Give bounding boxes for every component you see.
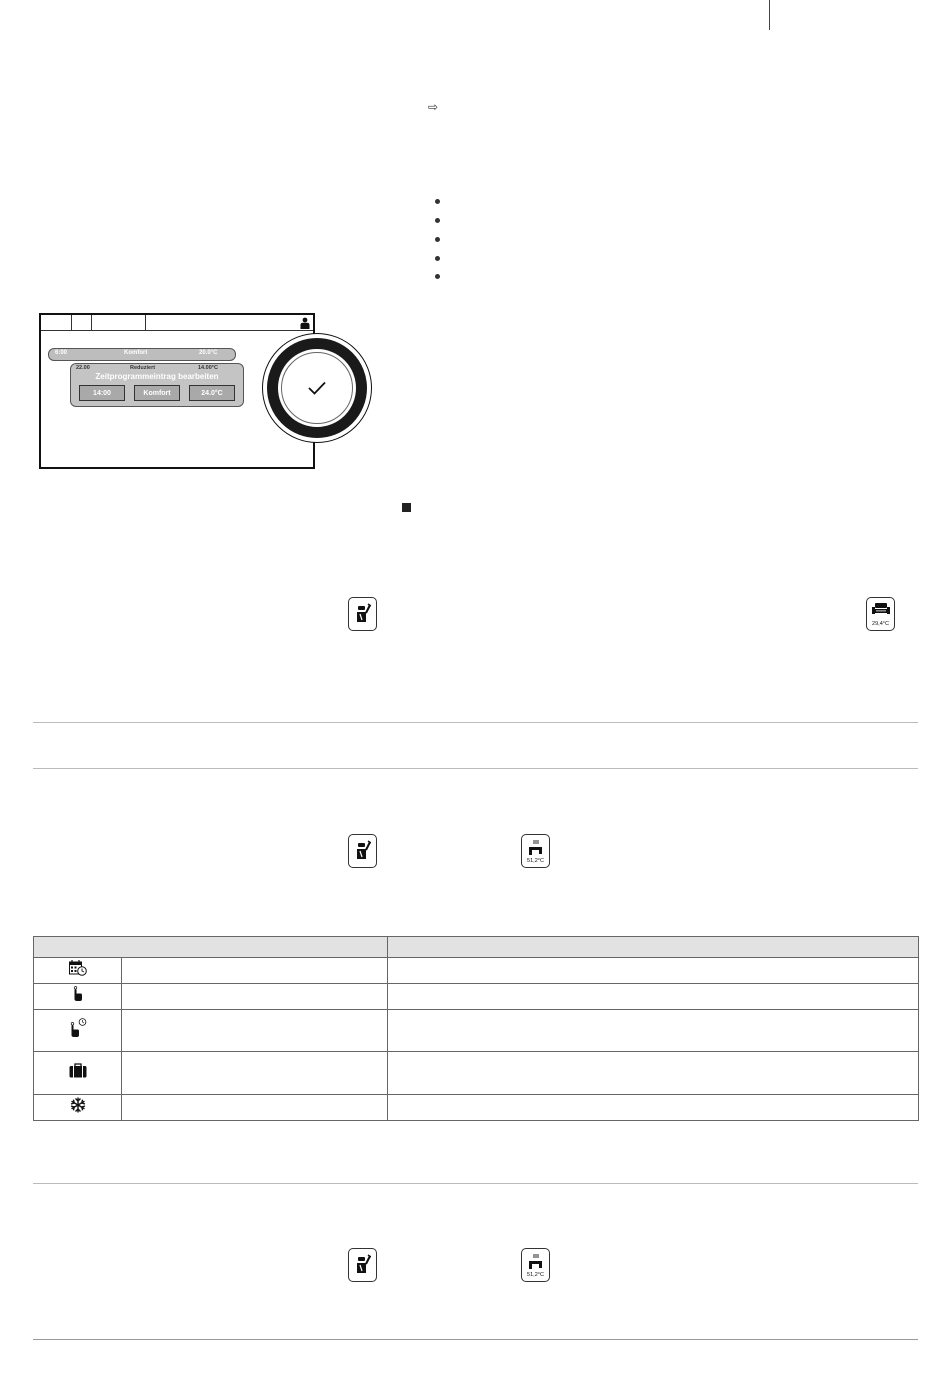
result-arrow-icon: ⇨	[428, 100, 439, 114]
operating-mode-table	[33, 936, 919, 1121]
room-temperature-button[interactable]	[866, 597, 895, 631]
table-cell-icon	[34, 1052, 122, 1095]
room-temperature-value: 29,4°C	[872, 621, 889, 627]
table-row	[34, 1010, 919, 1052]
tap-water-icon	[528, 840, 544, 856]
table-cell-icon	[34, 1010, 122, 1052]
hot-water-temperature-value: 51,2°C	[527, 858, 544, 864]
table-cell-icon	[34, 1095, 122, 1121]
table-cell-icon	[34, 984, 122, 1010]
table-header-row	[34, 937, 919, 958]
table-cell	[122, 958, 388, 984]
divider	[33, 1183, 918, 1184]
edit-schedule-dialog	[70, 363, 244, 407]
table-cell	[122, 984, 388, 1010]
table-cell	[122, 1095, 388, 1121]
check-icon	[307, 380, 327, 396]
list-item	[435, 274, 440, 279]
table-header-description	[388, 937, 919, 958]
schedule-entry-temperature: 20.0°C	[199, 350, 218, 356]
table-row	[34, 1052, 919, 1095]
hand-clock-icon	[69, 1018, 87, 1038]
list-item	[435, 218, 440, 223]
sofa-icon	[872, 603, 890, 615]
installer-service-icon	[355, 603, 371, 623]
calendar-clock-icon	[69, 960, 87, 976]
table-cell	[388, 958, 919, 984]
status-bar-divider	[91, 315, 92, 331]
installer-button[interactable]	[348, 1248, 377, 1282]
table-row	[34, 958, 919, 984]
schedule-entry-row[interactable]	[48, 348, 236, 361]
table-cell	[388, 1052, 919, 1095]
table-cell-icon	[34, 958, 122, 984]
schedule-entry-mode: Komfort	[124, 350, 148, 356]
snowflake-icon	[70, 1097, 86, 1113]
previous-entry-time: 22.00	[76, 365, 90, 371]
installer-button[interactable]	[348, 834, 377, 868]
table-row	[34, 1095, 919, 1121]
installer-service-icon	[355, 1254, 371, 1274]
list-item	[435, 256, 440, 261]
table-cell	[122, 1010, 388, 1052]
installer-service-icon	[355, 840, 371, 860]
dialog-title: Zeitprogrammeintrag bearbeiten	[95, 372, 219, 381]
rotary-knob[interactable]	[262, 333, 372, 443]
divider	[33, 722, 918, 723]
tap-water-icon	[528, 1254, 544, 1270]
table-header-mode	[34, 937, 388, 958]
status-bar-divider	[145, 315, 146, 331]
installer-button[interactable]	[348, 597, 377, 631]
list-item	[435, 237, 440, 242]
time-field[interactable]: 14:00	[79, 385, 125, 401]
hot-water-temperature-value: 51,2°C	[527, 1272, 544, 1278]
table-cell	[122, 1052, 388, 1095]
crop-mark	[769, 0, 770, 30]
hot-water-button[interactable]	[521, 834, 550, 868]
hot-water-button[interactable]	[521, 1248, 550, 1282]
previous-entry-mode: Reduziert	[130, 365, 156, 371]
list-item	[435, 199, 440, 204]
suitcase-icon	[69, 1063, 87, 1078]
divider	[33, 1339, 918, 1340]
section-end-marker	[402, 503, 411, 512]
table-cell	[388, 1010, 919, 1052]
table-row	[34, 984, 919, 1010]
status-bar-divider	[71, 315, 72, 331]
temperature-field[interactable]: 24.0°C	[189, 385, 235, 401]
divider	[33, 768, 918, 769]
status-bar-line	[41, 330, 313, 331]
user-icon	[300, 317, 310, 329]
schedule-entry-time: 6:00	[55, 350, 68, 356]
previous-entry-temperature: 14.00°C	[198, 365, 218, 371]
table-cell	[388, 1095, 919, 1121]
mode-field[interactable]: Komfort	[134, 385, 180, 401]
table-cell	[388, 984, 919, 1010]
hand-manual-icon	[72, 986, 84, 1002]
